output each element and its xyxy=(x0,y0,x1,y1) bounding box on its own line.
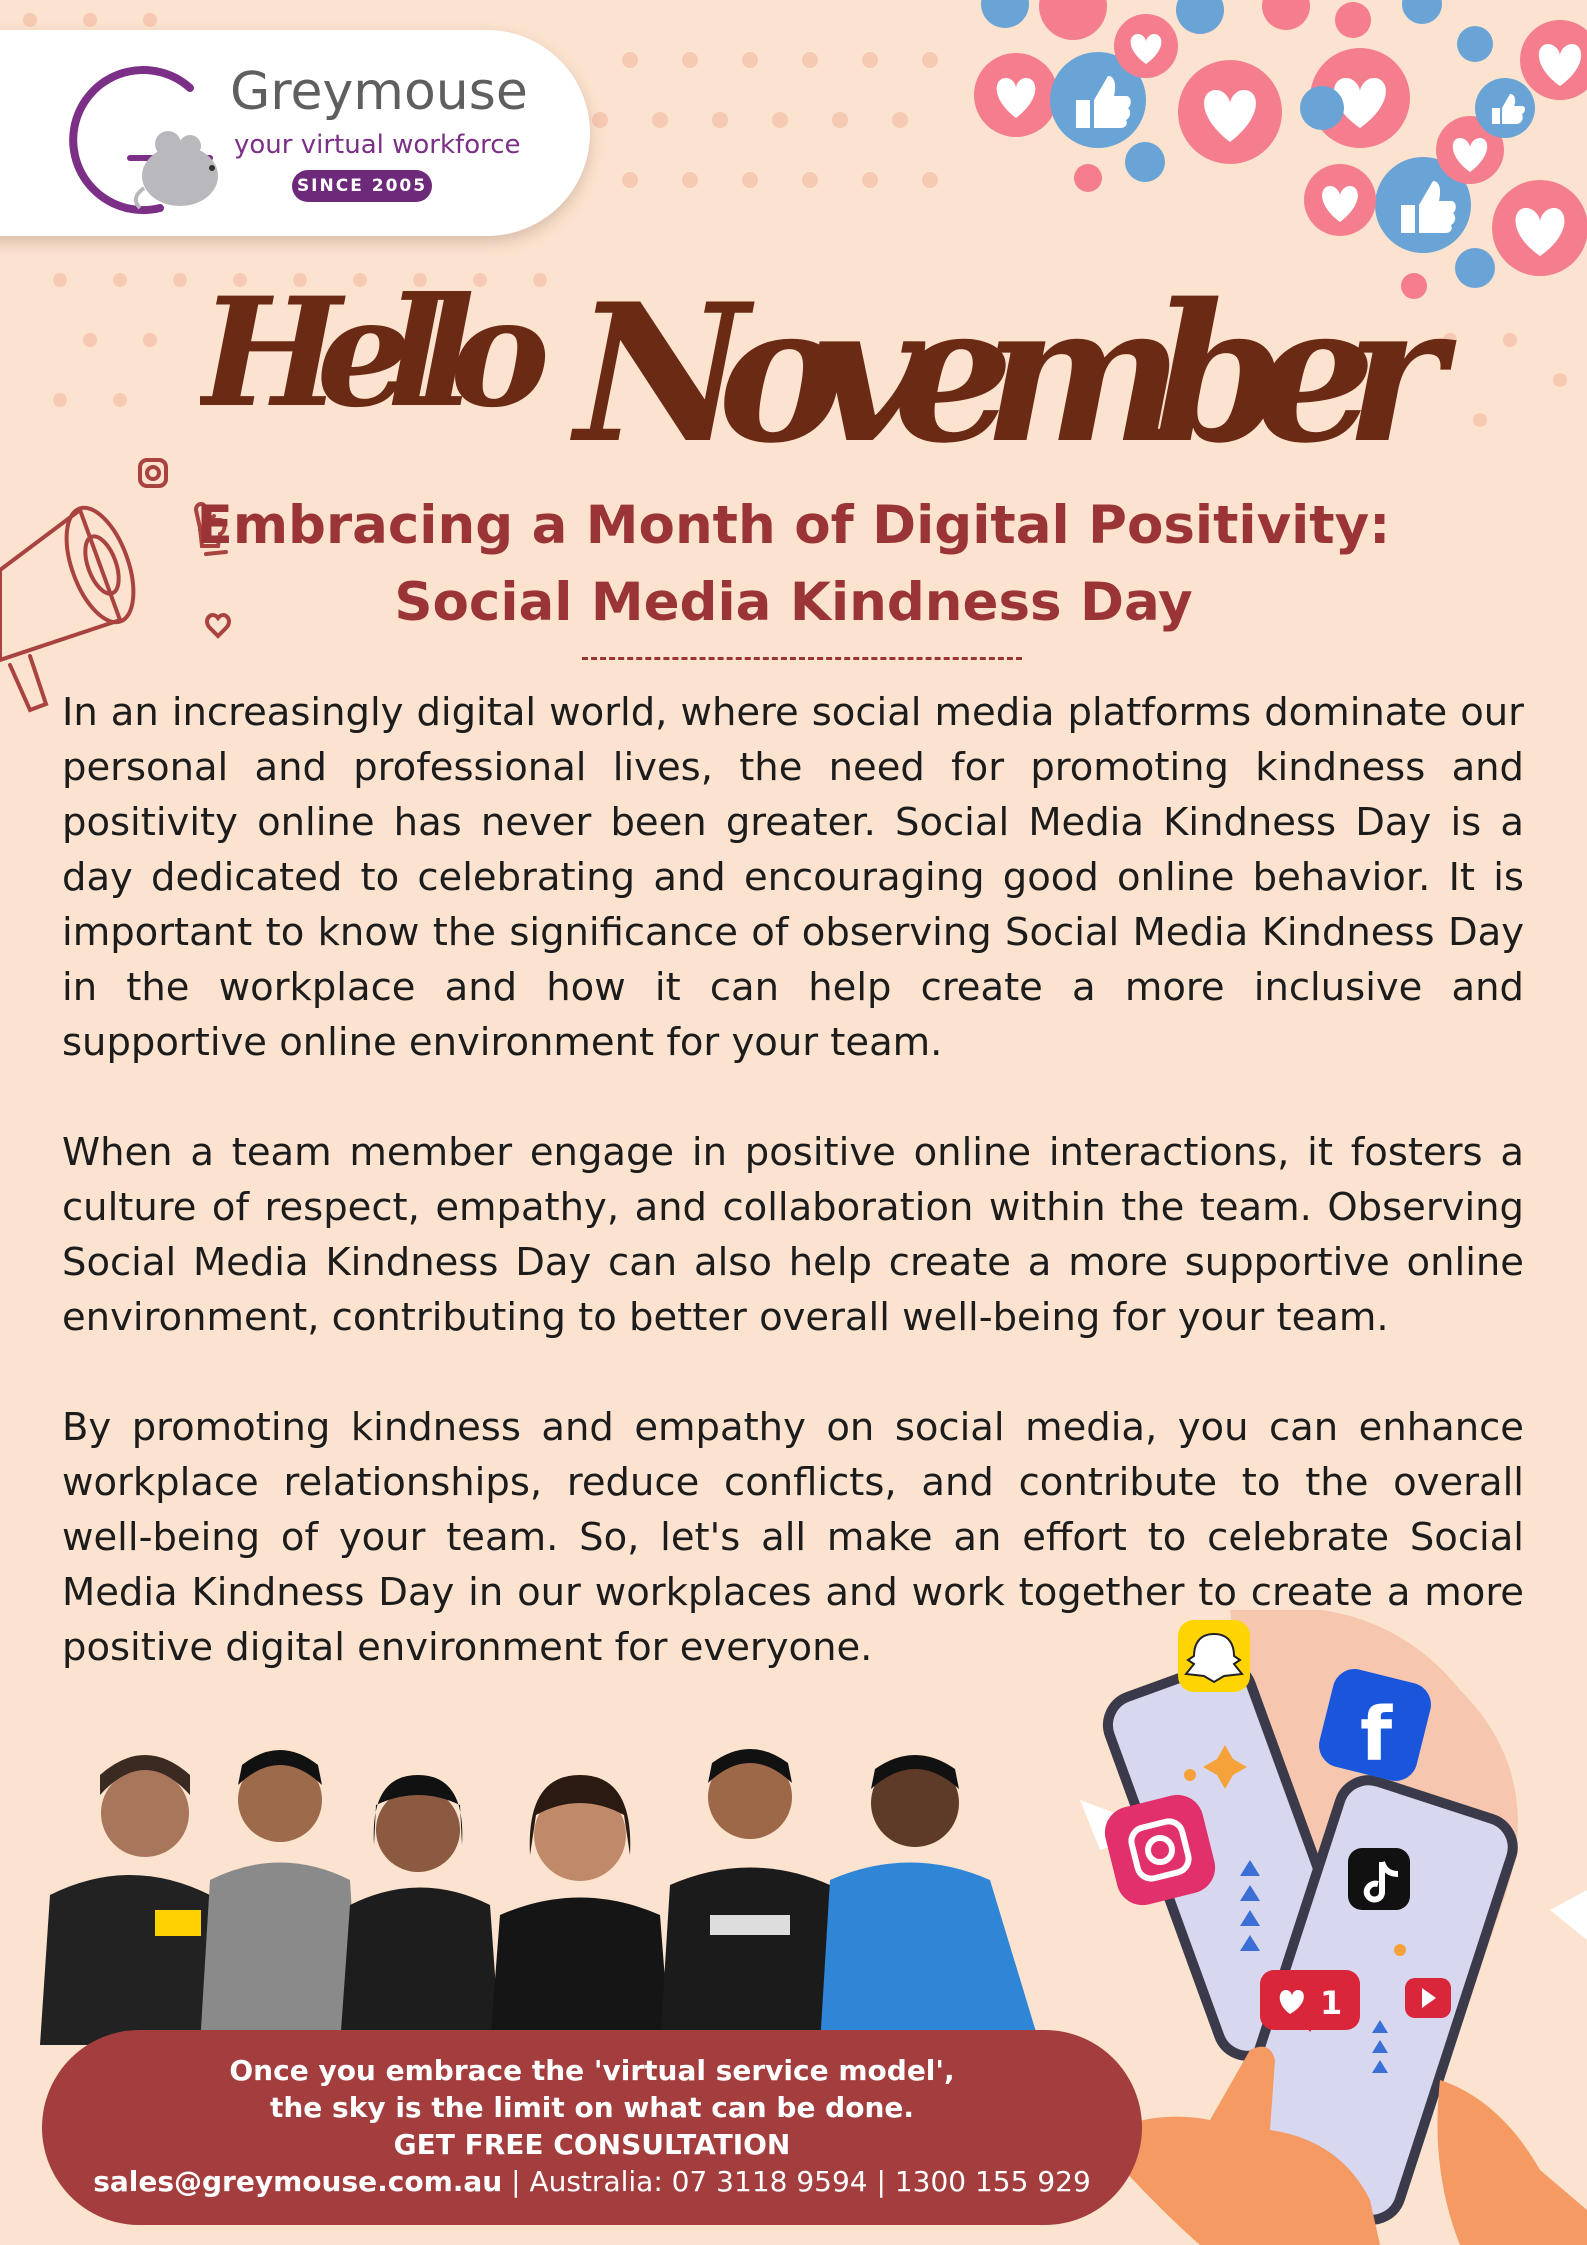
hello-november-title xyxy=(200,210,1460,500)
body-paragraph-3: By promoting kindness and empathy on social media, you can enhance workplace relationships, reduce conflicts, and contribute to the overall well-being of your team. So, let's all make an effort to celebrate Social Media Kindness Day in our workplaces and work together to create a more positive digital environment for everyone. xyxy=(62,1405,1524,1670)
heart-icon xyxy=(974,53,1058,137)
footer-contact xyxy=(42,2163,1142,2200)
mouse-logo-icon xyxy=(40,58,225,223)
youtube-icon xyxy=(1405,1978,1451,2018)
footer-phone-numbers: | Australia: 07 3118 9594 | 1300 155 929 xyxy=(502,2165,1091,2198)
team-member xyxy=(340,1775,500,2045)
headline-line-2: Social Media Kindness Day xyxy=(394,572,1193,633)
team-member xyxy=(200,1750,360,2045)
svg-text:f: f xyxy=(1360,1692,1393,1778)
snapchat-icon xyxy=(1178,1620,1250,1692)
headline-divider xyxy=(582,657,1022,660)
heart-icon xyxy=(1520,20,1587,100)
footer-banner xyxy=(42,2030,1142,2225)
headline-line-1: Embracing a Month of Digital Positivity: xyxy=(196,495,1391,556)
heart-icon xyxy=(1114,14,1178,78)
footer-email-link[interactable]: sales@greymouse.com.au xyxy=(93,2165,503,2198)
hello-word: Hello xyxy=(200,265,550,441)
team-member xyxy=(490,1775,670,2045)
thumbs-up-icon xyxy=(1475,78,1535,138)
body-paragraph-2: When a team member engage in positive online interactions, it fosters a culture of respect, empathy, and collaboration within the team. Observing Social Media Kindness Day can also help create a more supportive online environment, contributing to better overall well-being for your team. xyxy=(62,1130,1524,1340)
footer-line-2: the sky is the limit on what can be done. xyxy=(269,2091,915,2124)
team-member xyxy=(660,1749,840,2045)
brand-since-badge: SINCE 2005 xyxy=(292,170,432,202)
team-photo xyxy=(40,1735,1050,2045)
phones-illustration xyxy=(1080,1610,1587,2245)
notification-count: 1 xyxy=(1320,1984,1343,2022)
body-paragraph-1: In an increasingly digital world, where social media platforms dominate our personal and professional lives, the need for promoting kindness and positivity online has never been greater. Social Media Kindness Day is a day dedicated to celebrating and encouraging good online behavior. It is important to know the significance of observing Social Media Kindness Day in the workplace and how it can help create a more inclusive and supportive online environment for your team. xyxy=(62,690,1524,1065)
notification-heart-icon xyxy=(1260,1970,1360,2032)
november-word: November xyxy=(575,262,1445,485)
team-member xyxy=(820,1755,1040,2045)
footer-line-1: Once you embrace the 'virtual service model', xyxy=(229,2054,955,2087)
brand-tagline: your virtual workforce xyxy=(234,130,521,160)
heart-icon xyxy=(1178,60,1282,164)
brand-name: Greymouse xyxy=(230,62,528,122)
heart-icon xyxy=(1492,180,1587,276)
tiktok-icon xyxy=(1348,1848,1410,1910)
footer-cta[interactable]: GET FREE CONSULTATION xyxy=(393,2128,791,2161)
team-member xyxy=(40,1755,230,2045)
